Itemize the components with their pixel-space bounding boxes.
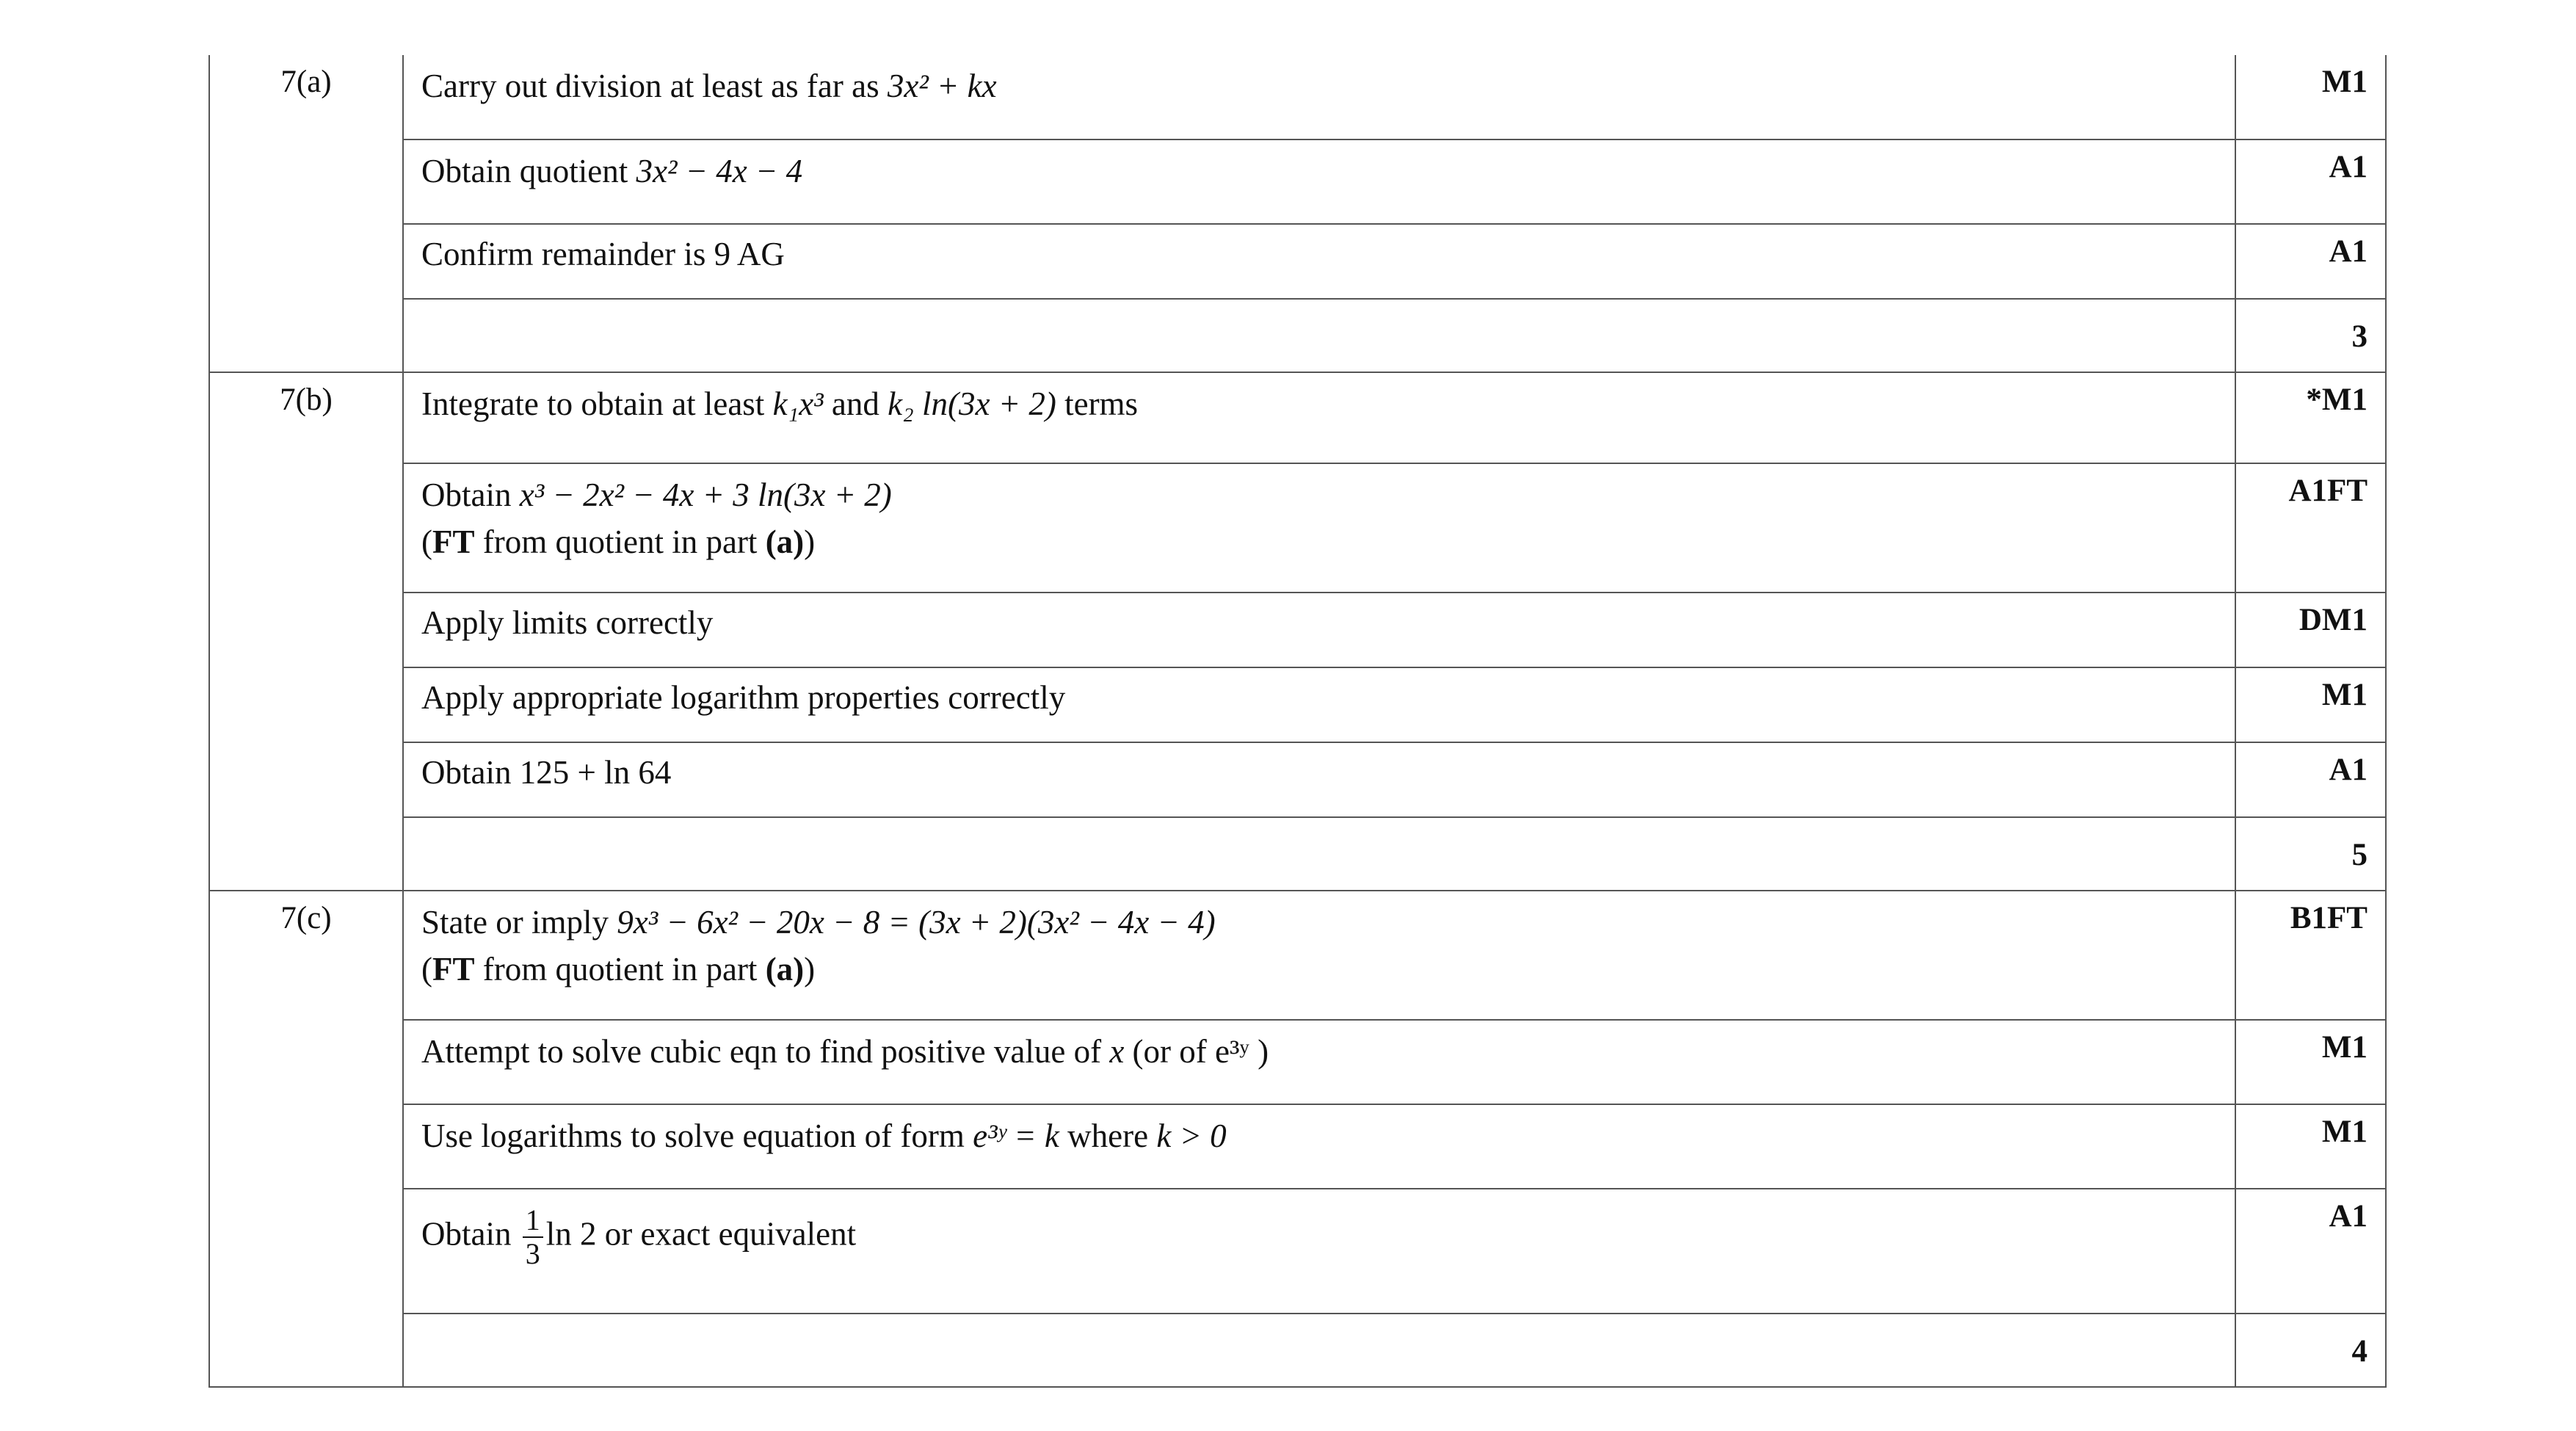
total-mark-cell: 4 (2235, 1314, 2386, 1387)
mark-cell: M1 (2235, 55, 2386, 140)
total-spacer (403, 817, 2235, 891)
mark-cell: *M1 (2235, 372, 2386, 463)
mark-cell: A1 (2235, 140, 2386, 224)
answer-cell: Integrate to obtain at least k₁x³ and k₂ ln(3x + 2) terms (403, 372, 2235, 463)
total-spacer (403, 299, 2235, 372)
answer-cell: Apply limits correctly (403, 593, 2235, 667)
mark-cell: A1FT (2235, 463, 2386, 593)
fraction-one-third: $\frac{1}{3}$ (523, 1206, 543, 1269)
answer-cell: Obtain $\frac{1}{3}$ ln 2 or exact equivalent (403, 1189, 2235, 1314)
mark-cell: M1 (2235, 1020, 2386, 1104)
mark-cell: A1 (2235, 224, 2386, 299)
mark-cell: M1 (2235, 667, 2386, 742)
question-number-7b: 7(b) (209, 372, 403, 891)
mark-cell: A1 (2235, 1189, 2386, 1314)
answer-cell: Use logarithms to solve equation of form e³ʸ = k where k > 0 (403, 1104, 2235, 1189)
answer-cell: Attempt to solve cubic eqn to find positive value of x (or of e³ʸ ) (403, 1020, 2235, 1104)
answer-cell: Carry out division at least as far as 3x² + kx (403, 55, 2235, 140)
answer-cell: Apply appropriate logarithm properties correctly (403, 667, 2235, 742)
answer-cell: Obtain x³ − 2x² − 4x + 3 ln(3x + 2) (FT from quotient in part (a)) (403, 463, 2235, 593)
answer-cell: Confirm remainder is 9 AG (403, 224, 2235, 299)
question-number-7c: 7(c) (209, 891, 403, 1387)
question-number-7a: 7(a) (209, 55, 403, 372)
mark-cell: M1 (2235, 1104, 2386, 1189)
total-mark-cell: 5 (2235, 817, 2386, 891)
answer-cell: State or imply 9x³ − 6x² − 20x − 8 = (3x + 2)(3x² − 4x − 4) (FT from quotient in part (a)) (403, 891, 2235, 1020)
answer-cell: Obtain quotient 3x² − 4x − 4 (403, 140, 2235, 224)
mark-cell: DM1 (2235, 593, 2386, 667)
mark-scheme-table (208, 55, 2385, 1388)
total-spacer (403, 1314, 2235, 1387)
total-mark-cell: 3 (2235, 299, 2386, 372)
mark-cell: B1FT (2235, 891, 2386, 1020)
mark-cell: A1 (2235, 742, 2386, 817)
answer-cell: Obtain 125 + ln 64 (403, 742, 2235, 817)
